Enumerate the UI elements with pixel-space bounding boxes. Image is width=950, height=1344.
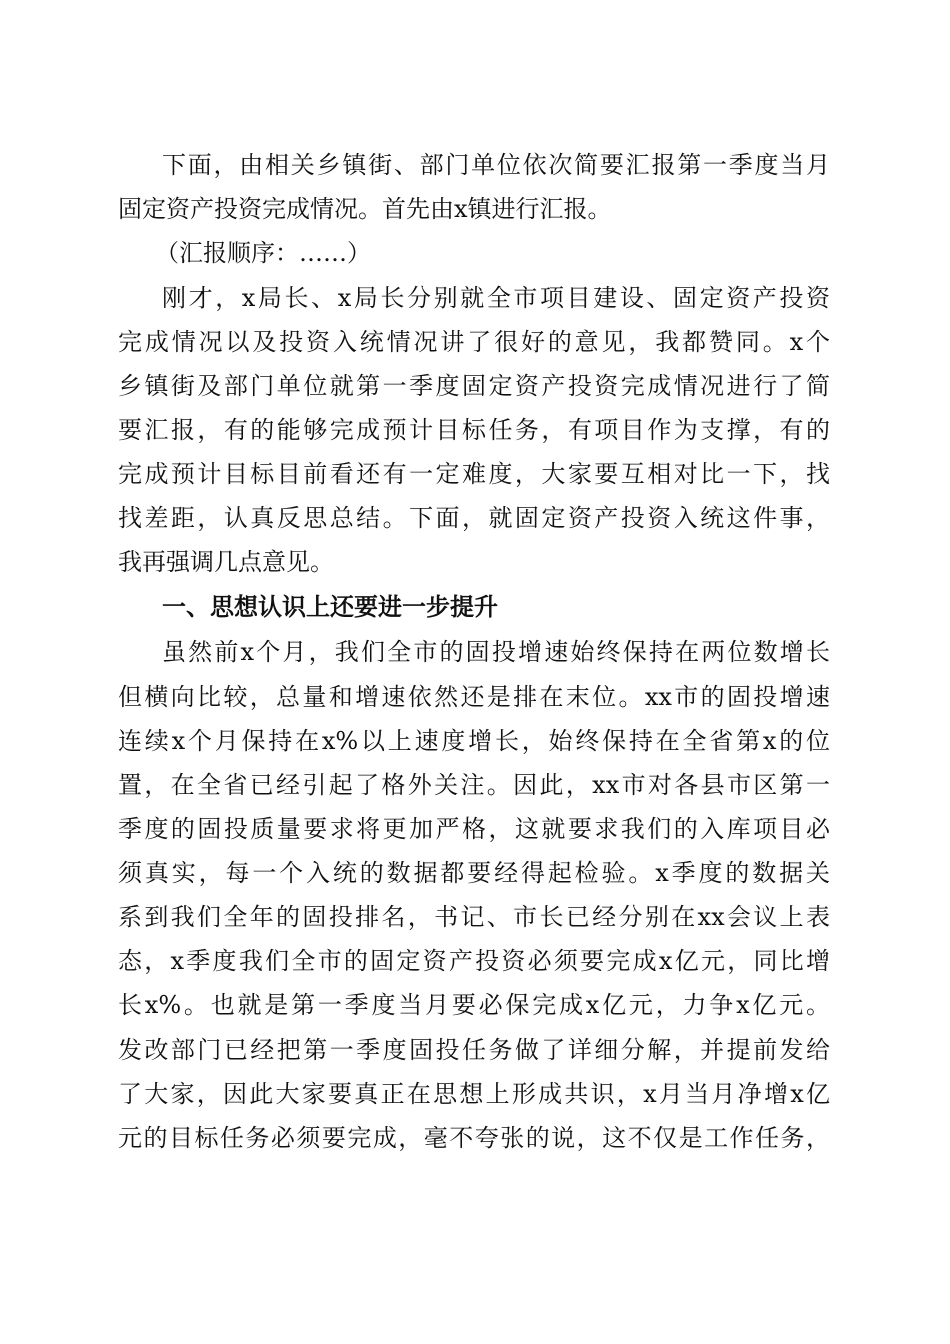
paragraph-line: 了大家，因此大家要真正在思想上形成共识，x月当月净增x亿 [118,1080,830,1108]
paragraph-line: 元的目标任务必须要完成，毫不夸张的说，这不仅是工作任务， [118,1124,830,1152]
paragraph-line: 系到我们全年的固投排名，书记、市长已经分别在xx会议上表 [118,903,830,931]
paragraph-line: 置，在全省已经引起了格外关注。因此，xx市对各县市区第一 [118,771,830,799]
paragraph-line: （汇报顺序：……） [155,239,371,267]
paragraph-line: 须真实，每一个入统的数据都要经得起检验。x季度的数据关 [118,859,830,887]
paragraph-line: 刚才，x局长、x局长分别就全市项目建设、固定资产投资 [162,284,830,312]
paragraph-line: 要汇报，有的能够完成预计目标任务，有项目作为支撑，有的 [118,416,830,444]
paragraph-line: 完成预计目标目前看还有一定难度，大家要互相对比一下，找 [118,460,830,488]
paragraph-line: 找差距，认真反思总结。下面，就固定资产投资入统这件事， [118,504,830,532]
paragraph-line: 发改部门已经把第一季度固投任务做了详细分解，并提前发给 [118,1036,830,1064]
paragraph-line: 虽然前x个月，我们全市的固投增速始终保持在两位数增长 [162,638,830,666]
paragraph-line: 我再强调几点意见。 [118,548,334,576]
paragraph-line: 连续x个月保持在x%以上速度增长，始终保持在全省第x的位 [118,727,830,755]
paragraph-line: 下面，由相关乡镇街、部门单位依次简要汇报第一季度当月 [162,151,830,179]
paragraph-line: 但横向比较，总量和增速依然还是排在末位。xx市的固投增速 [118,683,830,711]
paragraph-line: 完成情况以及投资入统情况讲了很好的意见，我都赞同。x个 [118,328,830,356]
paragraph-line: 态，x季度我们全市的固定资产投资必须要完成x亿元，同比增 [118,947,830,975]
paragraph-line: 固定资产投资完成情况。首先由x镇进行汇报。 [118,195,612,223]
paragraph-line: 季度的固投质量要求将更加严格，这就要求我们的入库项目必 [118,815,830,843]
section-heading: 一、思想认识上还要进一步提升 [162,593,498,621]
paragraph-line: 长x%。也就是第一季度当月要必保完成x亿元，力争x亿元。 [118,991,830,1019]
paragraph-line: 乡镇街及部门单位就第一季度固定资产投资完成情况进行了简 [118,372,830,400]
